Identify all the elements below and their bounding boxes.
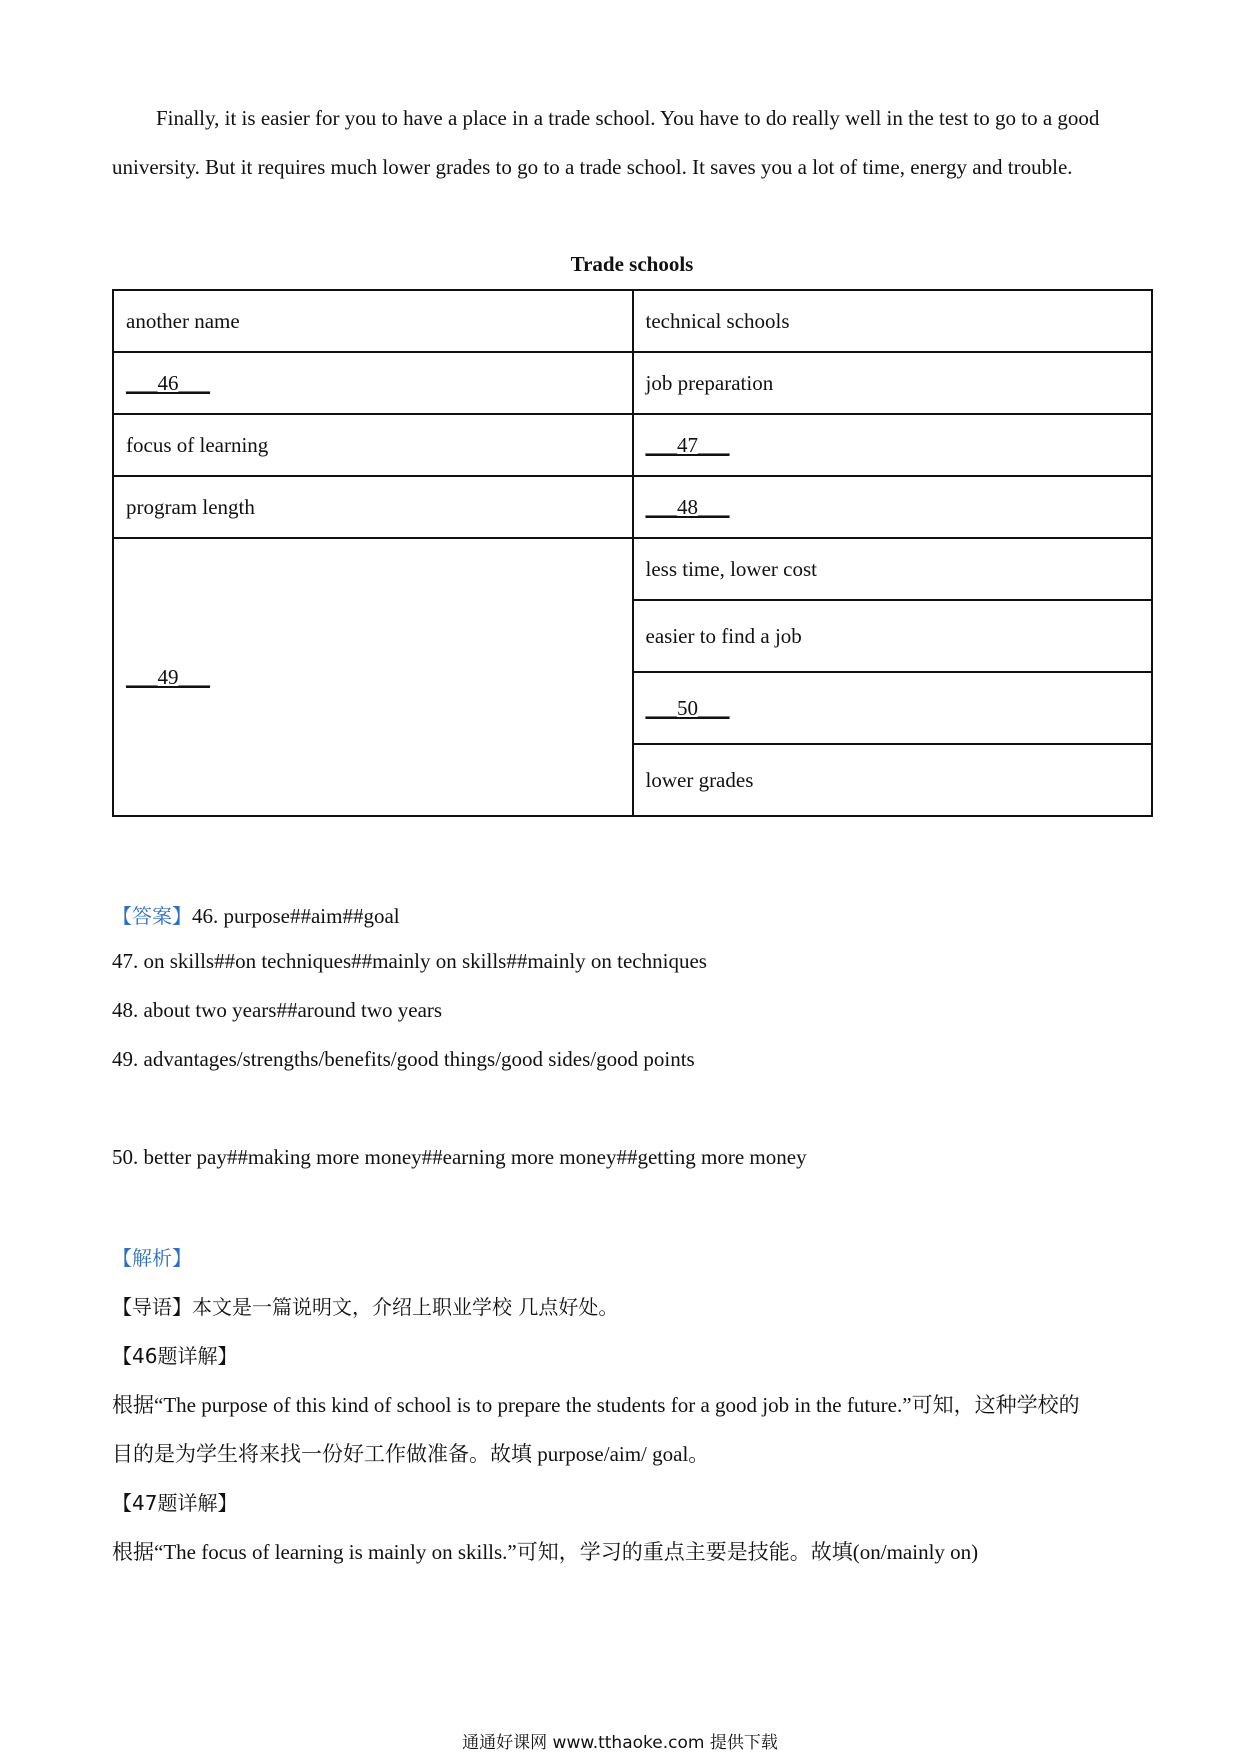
answer-46: 【答案】46. purpose##aim##goal [112,904,400,928]
blank-47: ___47___ [633,414,1153,476]
table-title: Trade schools [570,252,694,276]
q47-title: 【47题详解】 [112,1491,238,1515]
q46-line2: 目的是为学生将来找一份好工作做准备。故填 purpose/aim/ goal。 [112,1442,710,1466]
q46-line1: 根据“The purpose of this kind of school is to prepare the students for a good job in the future.”可知，这种学校的 [112,1393,1080,1417]
blank-49: ___49___ [113,538,633,816]
footer-source: 通通好课网 www.tthaoke.com 提供下载 [462,1733,778,1753]
analysis-label: 【解析】 [112,1246,192,1270]
q46-title: 【46题详解】 [112,1344,238,1368]
answer-label: 【答案】 [112,904,192,928]
table-row [113,352,1152,414]
table-cell: program length [113,476,633,538]
blank-46: ___46___ [113,352,633,414]
table-cell: job preparation [633,352,1153,414]
blank-48: ___48___ [633,476,1153,538]
answer-48: 48. about two years##around two years [112,998,443,1022]
table-row [113,414,1152,476]
answer-47: 47. on skills##on techniques##mainly on skills##mainly on techniques [112,949,707,973]
table-cell: technical schools [633,290,1153,352]
q47-line1: 根据“The focus of learning is mainly on skills.”可知，学习的重点主要是技能。故填(on/mainly on) [112,1540,979,1564]
table-cell: less time, lower cost [633,538,1153,600]
intro-paragraph: Finally, it is easier for you to have a place in a trade school. You have to do really well in the test to go to a good university. But it requires much lower grades to go to a trade school. It saves you a lot of time, energy and trouble. [112,106,1100,179]
table-cell: easier to find a job [633,600,1153,672]
table-cell: lower grades [633,744,1153,816]
blank-50: ___50___ [633,672,1153,744]
answer-50: 50. better pay##making more money##earning more money##getting more money [112,1145,807,1169]
table-row [113,290,1152,352]
answer-49: 49. advantages/strengths/benefits/good things/good sides/good points [112,1047,695,1071]
table-cell: another name [113,290,633,352]
table-row [113,538,1152,600]
table-row [113,476,1152,538]
trade-schools-table [112,289,1153,817]
table-cell: focus of learning [113,414,633,476]
guide-text: 【导语】本文是一篇说明文，介绍上职业学校 几点好处。 [112,1295,619,1319]
